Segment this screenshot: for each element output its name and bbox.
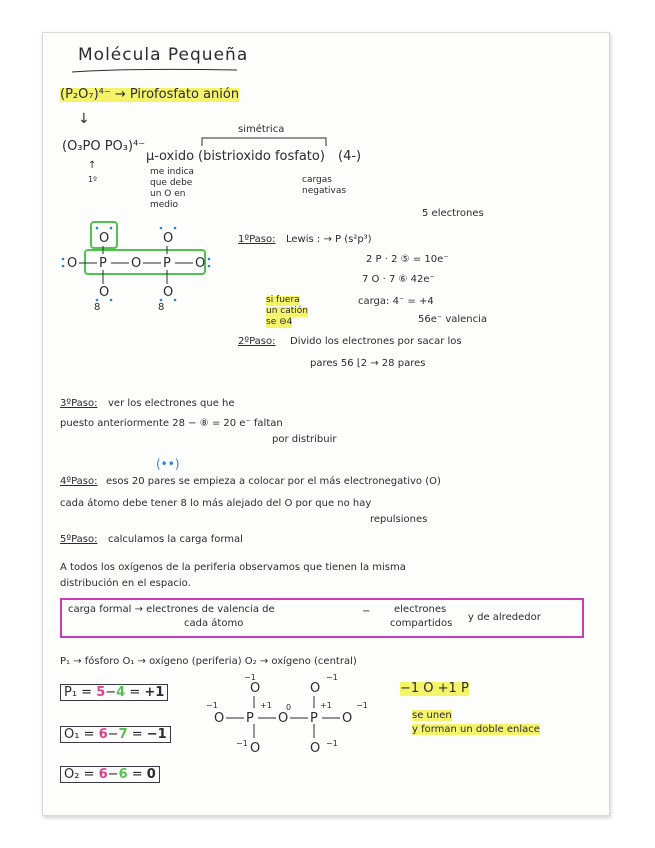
step2-text: Divido los electrones por sacar los	[290, 336, 462, 347]
expanded-formula: (O₃PO PO₃)⁴⁻	[62, 139, 146, 154]
svg-text:−1: −1	[356, 701, 368, 710]
charge-label: (4-)	[338, 149, 362, 164]
svg-text:P: P	[163, 256, 171, 271]
step3-label: 3ºPaso:	[60, 398, 98, 409]
step5-text: calculamos la carga formal	[108, 534, 243, 545]
step1-text: Lewis : → P (s²p³)	[286, 234, 372, 245]
calc-o2: O₂ = 6−6 = 0	[60, 768, 160, 782]
svg-text:O: O	[163, 285, 174, 300]
svg-text:−1: −1	[244, 673, 256, 682]
svg-text:−1: −1	[326, 739, 338, 748]
svg-text:P: P	[99, 256, 107, 271]
formal-mid: −	[362, 606, 371, 617]
step4-text: esos 20 pares se empieza a colocar por el más electronegativo (O)	[106, 476, 441, 487]
step2-label: 2ºPaso:	[238, 336, 276, 347]
svg-text:+1: +1	[320, 701, 332, 710]
step3-text3: por distribuir	[272, 434, 337, 445]
symmetric-label: simétrica	[238, 124, 285, 135]
step1-line1: 2 P · 2 ⑤ = 10e⁻	[366, 254, 449, 265]
electrons-5-label: 5 electrones	[422, 208, 484, 219]
step2-text2: pares 56 ⌊2 → 28 pares	[310, 358, 426, 369]
step4-label: 4ºPaso:	[60, 476, 98, 487]
formal-left: carga formal → electrones de valencia de	[68, 604, 275, 615]
formal-tail: y de alrededor	[468, 612, 541, 623]
lewis-count-left: 8	[94, 302, 101, 313]
note-left-1: me indica	[150, 167, 195, 177]
step1-note-3: se ⊖4	[266, 317, 293, 327]
final-line1: se unen	[412, 710, 452, 721]
formal-left2: cada átomo	[184, 618, 244, 629]
note-left-3: un O en	[150, 189, 186, 199]
formal-right2: compartidos	[390, 618, 453, 629]
svg-text:+1: +1	[260, 701, 272, 710]
svg-text:−1: −1	[326, 673, 338, 682]
step1-line2: 7 O · 7 ⑥ 42e⁻	[362, 274, 435, 285]
svg-text:0: 0	[286, 703, 292, 712]
svg-text:O: O	[131, 256, 142, 271]
final-line2: y forman un doble enlace	[412, 724, 540, 735]
para-line2: distribución en el espacio.	[60, 578, 191, 589]
step3-text2: puesto anteriormente 28 − ⑧ = 20 e⁻ faltan	[60, 418, 283, 429]
note-left-4: medio	[150, 200, 179, 210]
step1-line3: carga: 4⁻ = +4	[358, 296, 434, 307]
svg-text:O: O	[214, 711, 225, 726]
svg-text:O: O	[342, 711, 353, 726]
bistrioxido: (bistrioxido fosfato)	[198, 149, 325, 164]
calc-p1: P₁ = 5−4 = +1	[60, 686, 168, 700]
step1-note-1: si fuera	[266, 295, 300, 305]
svg-text:−1: −1	[206, 701, 218, 710]
svg-text:O: O	[163, 231, 174, 246]
calc-o1: O₁ = 6−7 = −1	[60, 728, 171, 742]
final-eq: −1 O +1 P	[400, 681, 469, 696]
svg-text:P: P	[310, 711, 318, 726]
step4-text3: repulsiones	[370, 514, 428, 525]
formula-line: (P₂O₇)⁴⁻ → Pirofosfato anión	[60, 87, 240, 102]
svg-text:O: O	[67, 256, 78, 271]
down-arrow: ↓	[78, 111, 90, 127]
lewis-formal-charge-diagram	[206, 672, 366, 762]
svg-text:O: O	[99, 285, 110, 300]
svg-text:O: O	[310, 681, 321, 696]
svg-text:O: O	[310, 741, 321, 756]
title-underline	[72, 66, 242, 76]
step5-label: 5ºPaso:	[60, 534, 98, 545]
svg-text:−1: −1	[236, 739, 248, 748]
note-small: 1º	[88, 175, 97, 184]
symmetric-bracket	[200, 134, 330, 148]
definitions: P₁ → fósforo O₁ → oxígeno (periferia) O₂ → oxígeno (central)	[60, 656, 357, 667]
up-arrow: ↑	[88, 160, 97, 171]
step1-total: 56e⁻ valencia	[418, 314, 488, 325]
page-title: Molécula Pequeña	[78, 45, 249, 65]
step1-label: 1ºPaso:	[238, 234, 276, 245]
note-right-2: negativas	[302, 186, 347, 196]
formal-right: electrones	[394, 604, 447, 615]
step4-text2: cada átomo debe tener 8 lo más alejado del O por que no hay	[60, 498, 372, 509]
svg-text:O: O	[278, 711, 289, 726]
step1-note-2: un catión	[266, 306, 308, 316]
lewis-structure-diagram	[55, 218, 225, 318]
svg-text:P: P	[246, 711, 254, 726]
mu-oxido: μ-oxido	[146, 149, 195, 164]
svg-text:O: O	[250, 681, 261, 696]
note-right-1: cargas	[302, 175, 332, 185]
step3-text: ver los electrones que he	[108, 398, 235, 409]
lewis-count-right: 8	[158, 302, 165, 313]
svg-text:O: O	[250, 741, 261, 756]
note-left-2: que debe	[150, 178, 193, 188]
step4-mark: (••)	[156, 457, 180, 471]
para-line1: A todos los oxígenos de la periferia observamos que tienen la misma	[60, 562, 406, 573]
svg-text:O: O	[99, 231, 110, 246]
svg-text:O: O	[195, 256, 206, 271]
